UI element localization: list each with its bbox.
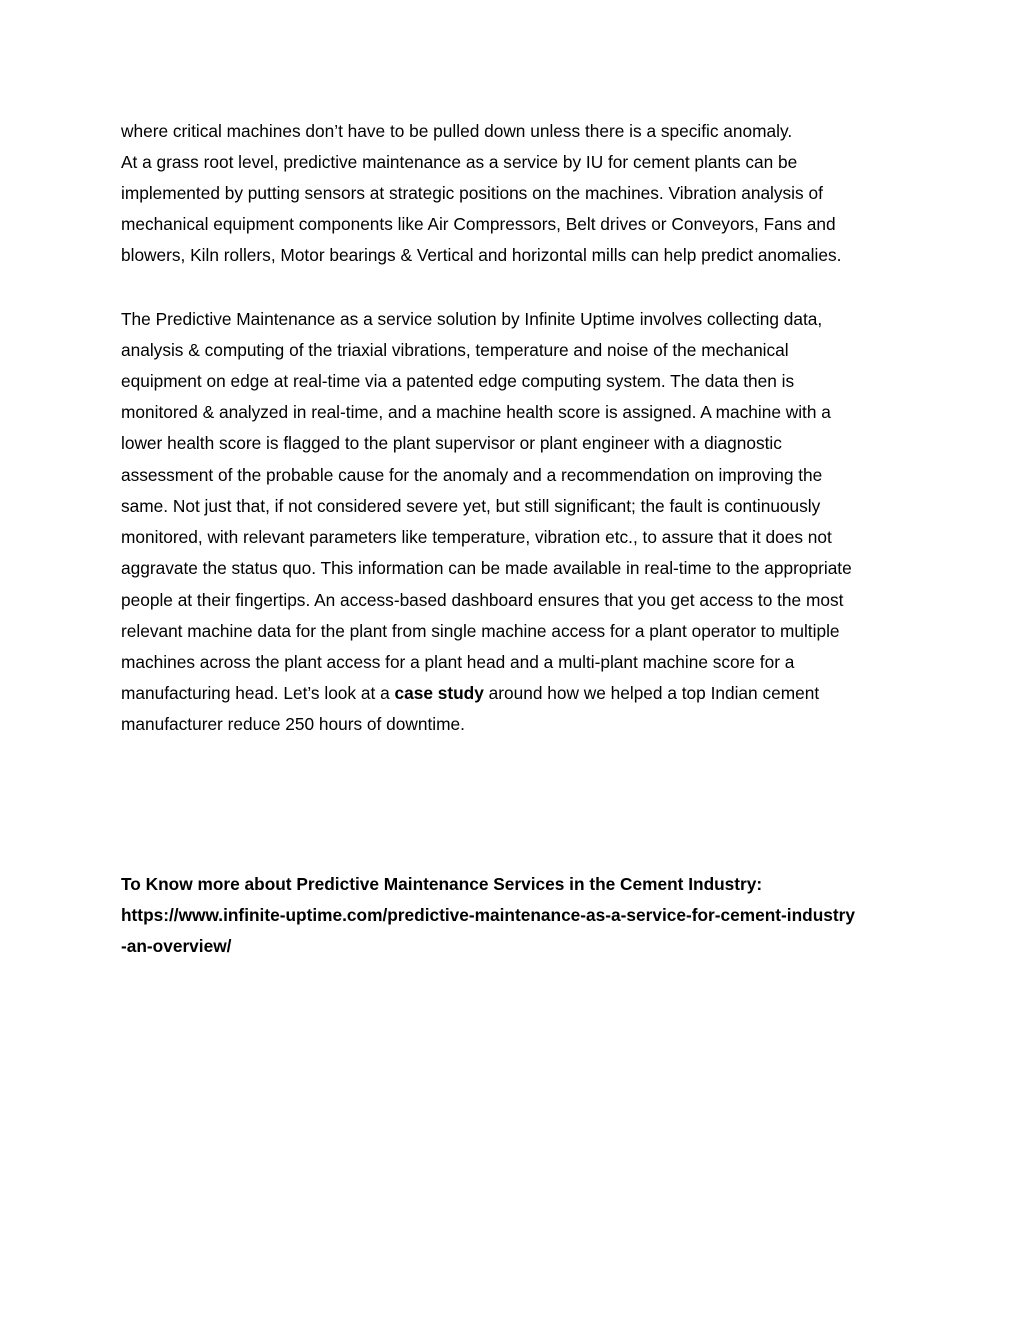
paragraph-2-line: people at their fingertips. An access-based dashboard ensures that you get access to the most — [121, 590, 844, 610]
paragraph-1-line: where critical machines don’t have to be pulled down unless there is a specific anomaly. — [121, 121, 793, 141]
paragraph-1-line: implemented by putting sensors at strategic positions on the machines. Vibration analysis of — [121, 183, 823, 203]
case-study-link[interactable]: case study — [394, 683, 484, 703]
paragraph-2-line: The Predictive Maintenance as a service solution by Infinite Uptime involves collecting data, — [121, 309, 823, 329]
paragraph-2-line: monitored & analyzed in real-time, and a machine health score is assigned. A machine with a — [121, 402, 831, 422]
paragraph-1-line: mechanical equipment components like Air Compressors, Belt drives or Conveyors, Fans and — [121, 214, 836, 234]
paragraph-2-line: assessment of the probable cause for the anomaly and a recommendation on improving the — [121, 465, 823, 485]
paragraph-2-line: monitored, with relevant parameters like temperature, vibration etc., to assure that it does not — [121, 527, 832, 547]
paragraph-2-line: analysis & computing of the triaxial vibrations, temperature and noise of the mechanical — [121, 340, 789, 360]
paragraph-2-line: aggravate the status quo. This information can be made available in real-time to the appropriate — [121, 558, 852, 578]
paragraph-1-line: blowers, Kiln rollers, Motor bearings & Vertical and horizontal mills can help predict anomalies. — [121, 245, 842, 265]
footer-url-link-continued[interactable]: -an-overview/ — [121, 936, 232, 956]
footer-heading: To Know more about Predictive Maintenance Services in the Cement Industry: — [121, 874, 763, 894]
paragraph-2-line: same. Not just that, if not considered severe yet, but still significant; the fault is continuously — [121, 496, 821, 516]
paragraph-2-line: machines across the plant access for a plant head and a multi-plant machine score for a — [121, 652, 795, 672]
case-line-text: manufacturing head. Let’s look at a — [121, 683, 395, 703]
case-line-text: around how we helped a top Indian cement — [483, 683, 820, 703]
paragraph-2-line: lower health score is flagged to the plant supervisor or plant engineer with a diagnostic — [121, 433, 782, 453]
paragraph-2-case-study-line — [121, 683, 819, 703]
paragraph-2-line: manufacturer reduce 250 hours of downtime. — [121, 714, 465, 734]
paragraph-2-line: equipment on edge at real-time via a patented edge computing system. The data then is — [121, 371, 795, 391]
paragraph-1-line: At a grass root level, predictive maintenance as a service by IU for cement plants can be — [121, 152, 798, 172]
paragraph-2-line: relevant machine data for the plant from single machine access for a plant operator to multiple — [121, 621, 840, 641]
footer-url-link[interactable]: https://www.infinite-uptime.com/predictive-maintenance-as-a-service-for-cement-industry — [121, 905, 855, 925]
